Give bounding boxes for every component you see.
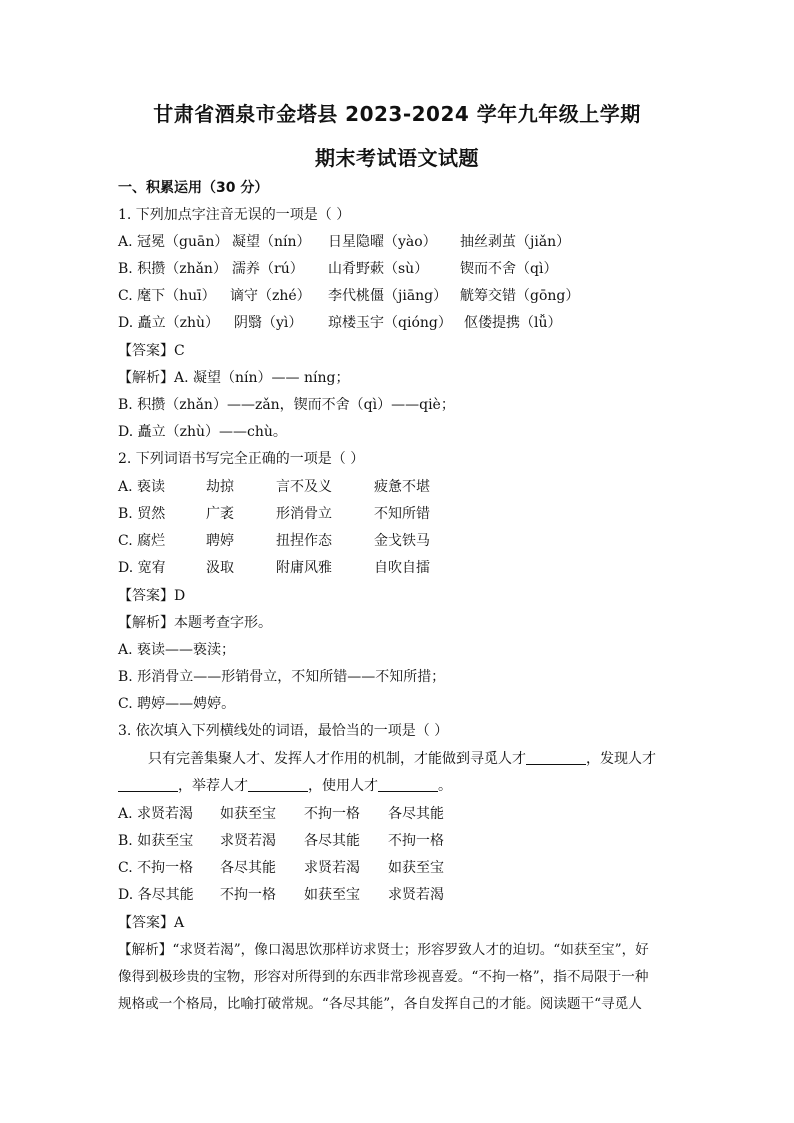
q2-option-b [118,504,698,524]
q3-option-b-4: 不拘一格 [388,833,444,849]
q3-passage-text-a: 只有完善集聚人才、发挥人才作用的机制，才能做到寻觅人才 [148,751,526,767]
q2-option-a [118,477,698,497]
q3-option-b [118,831,698,851]
q3-option-d-4: 求贤若渴 [388,887,444,903]
q3-option-a-2: 如获至宝 [220,806,276,822]
q2-analysis-3: B. 形消骨立——形销骨立，不知所错——不知所措； [118,669,446,685]
q1-option-c-1: C. 麾下（huī） [118,288,216,304]
q3-option-d-3: 如获至宝 [304,887,360,903]
q1-option-b-4: 锲而不舍（qì） [460,261,558,277]
q3-option-c-3: 求贤若渴 [304,860,360,876]
q2-option-c-2: 聘婷 [206,533,234,549]
q1-option-c-4: 觥筹交错（gōng） [460,288,580,304]
q1-option-a-3: 日星隐曜（yào） [328,234,437,250]
q2-stem: 2. 下列词语书写完全正确的一项是（ ） [118,451,365,467]
q1-option-c-2: 谪守（zhé） [230,288,311,304]
q2-option-d-4: 自吹自擂 [374,560,430,576]
q3-analysis-3: 规格或一个格局，比喻打破常规。“各尽其能”，各自发挥自己的才能。阅读题干“寻觅人 [118,996,642,1012]
q2-option-c-4: 金戈铁马 [374,533,430,549]
q3-option-b-2: 求贤若渴 [220,833,276,849]
q2-option-d-2: 汲取 [206,560,234,576]
q3-option-c-1: C. 不拘一格 [118,860,194,876]
q3-option-d-1: D. 各尽其能 [118,887,194,903]
q3-passage-text-c: ，举荐人才 [178,778,248,794]
q3-passage-text-e: 。 [438,778,452,794]
q1-stem: 1. 下列加点字注音无误的一项是（ ） [118,207,351,223]
q3-option-b-1: B. 如获至宝 [118,833,194,849]
q3-option-a-1: A. 求贤若渴 [118,806,194,822]
q2-option-c-1: C. 腐烂 [118,533,166,549]
q2-option-c-3: 扭捏作态 [276,533,332,549]
q1-option-c [118,286,698,306]
q3-blank-2 [118,777,178,792]
q3-answer: 【答案】A [118,915,185,931]
q3-analysis-2: 像得到极珍贵的宝物，形容对所得到的东西非常珍视喜爱。“不拘一格”，指不局限于一种 [118,969,649,985]
q1-option-a-4: 抽丝剥茧（jiǎn） [460,234,571,250]
q3-passage-text-d: ，使用人才 [308,778,378,794]
q2-option-a-1: A. 亵读 [118,479,166,495]
q3-option-a-3: 不拘一格 [304,806,360,822]
q2-option-c [118,531,698,551]
q1-option-d [118,313,698,333]
q3-passage-line1 [148,749,688,769]
q1-option-b-2: 濡养（rú） [232,261,304,277]
q1-option-b-1: B. 积攒（zhǎn） [118,261,227,277]
q3-option-c [118,858,698,878]
q1-option-a-1: A. 冠冕（guān） [118,234,229,250]
q2-option-a-2: 劫掠 [206,479,234,495]
q2-option-b-3: 形消骨立 [276,506,332,522]
q1-option-b [118,259,698,279]
q3-option-b-3: 各尽其能 [304,833,360,849]
q2-option-d-3: 附庸风雅 [276,560,332,576]
q3-stem: 3. 依次填入下列横线处的词语，最恰当的一项是（ ） [118,723,449,739]
q1-option-d-4: 伛偻提携（lǚ） [464,315,562,331]
q2-option-b-4: 不知所错 [374,506,430,522]
q2-analysis-4: C. 聘婷——娉婷。 [118,696,236,712]
q2-answer: 【答案】D [118,588,186,604]
q1-option-a [118,232,698,252]
page-title-line2: 期末考试语文试题 [315,146,479,170]
q2-option-a-3: 言不及义 [276,479,332,495]
section-heading: 一、积累运用（30 分） [118,180,269,196]
q3-blank-4 [378,777,438,792]
page-title-line1: 甘肃省酒泉市金塔县 2023-2024 学年九年级上学期 [153,102,641,126]
q3-passage-text-b: ，发现人才 [586,751,656,767]
q1-option-a-2: 凝望（nín） [232,234,311,250]
q3-option-d-2: 不拘一格 [220,887,276,903]
q3-blank-1 [526,750,586,765]
q2-option-d-1: D. 宽宥 [118,560,166,576]
q2-option-b-1: B. 贸然 [118,506,166,522]
q3-option-a [118,804,698,824]
q1-analysis-2: B. 积攒（zhǎn）——zǎn，锲而不舍（qì）——qiè； [118,397,455,413]
q3-analysis-1: 【解析】“求贤若渴”，像口渴思饮那样访求贤士；形容罗致人才的迫切。“如获至宝”，好 [118,942,649,958]
q2-option-a-4: 疲惫不堪 [374,479,430,495]
q1-option-d-2: 阴翳（yì） [234,315,303,331]
q1-option-d-3: 琼楼玉宇（qióng） [328,315,452,331]
q3-blank-3 [248,777,308,792]
q1-analysis-1: 【解析】A. 凝望（nín）—— níng； [118,370,350,386]
q2-analysis-2: A. 亵读——亵渎； [118,642,236,658]
q2-analysis-1: 【解析】本题考查字形。 [118,615,272,631]
q3-option-c-4: 如获至宝 [388,860,444,876]
q3-option-a-4: 各尽其能 [388,806,444,822]
q1-analysis-3: D. 矗立（zhù）——chù。 [118,424,287,440]
q3-passage-line2 [118,776,688,796]
q2-option-b-2: 广袤 [206,506,234,522]
q2-option-d [118,558,698,578]
q3-option-c-2: 各尽其能 [220,860,276,876]
q1-option-d-1: D. 矗立（zhù） [118,315,220,331]
q1-answer: 【答案】C [118,343,185,359]
q1-option-c-3: 李代桃僵（jiāng） [328,288,448,304]
q1-option-b-3: 山肴野蔌（sù） [328,261,429,277]
q3-option-d [118,885,698,905]
